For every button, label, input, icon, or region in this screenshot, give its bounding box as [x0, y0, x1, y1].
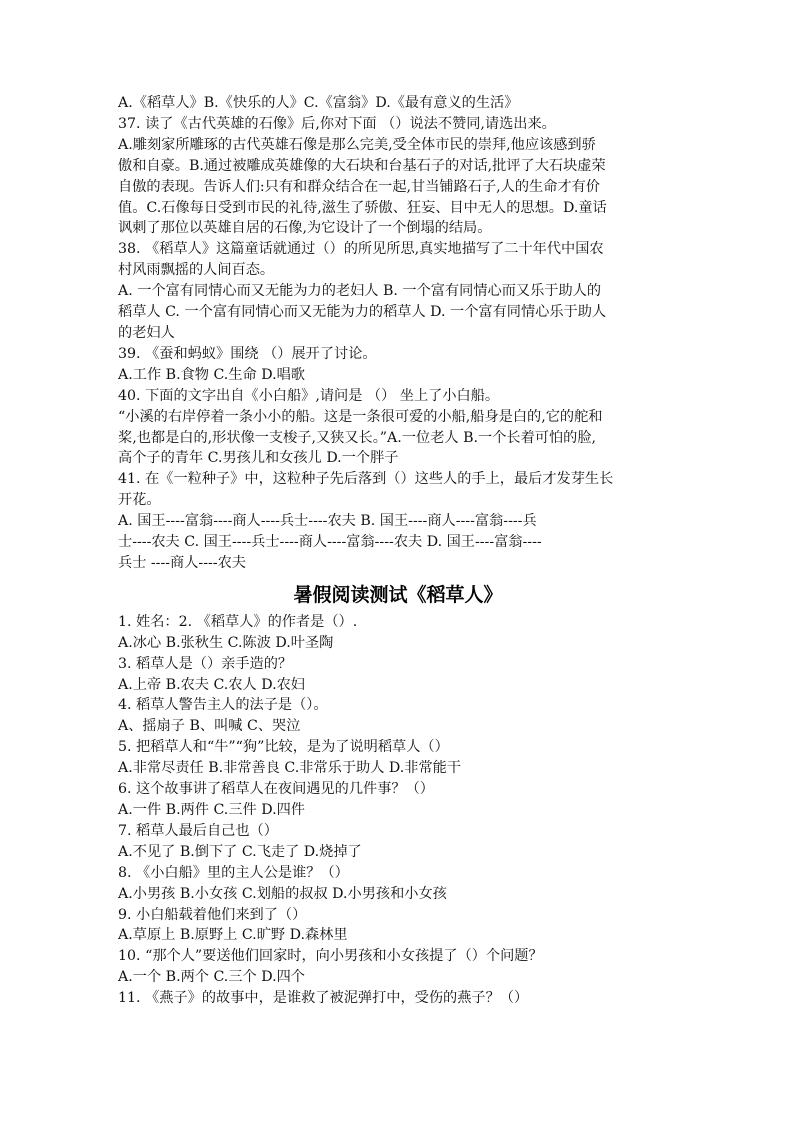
answer-options: A.非常尽责任 B.非常善良 C.非常乐于助人 D.非常能干: [118, 760, 462, 777]
question-8: 8. 《小白船》里的主人公是谁？（）: [118, 864, 349, 881]
question-40: 40. 下面的文字出自《小白船》,请问是 （） 坐上了小白船。: [118, 387, 500, 404]
question-3: 3. 稻草人是（）亲手造的？: [118, 655, 293, 672]
text-line: A. 一个富有同情心而又无能为力的老妇人 B. 一个富有同情心而又乐于助人的: [118, 283, 602, 300]
question-6: 6. 这个故事讲了稻草人在夜间遇见的几件事？（）: [118, 781, 434, 798]
answer-options: A.草原上 B.原野上 C.旷野 D.森林里: [118, 927, 348, 944]
answer-options: A.一件 B.两件 C.三件 D.四件: [118, 802, 305, 818]
question-5: 5. 把稻草人和“牛”“狗”比较，是为了说明稻草人（）: [118, 739, 449, 756]
text-line: A.雕刻家所雕琢的古代英雄石像是那么完美,受全体市民的崇拜,他应该感到骄: [118, 136, 596, 153]
text-line: 稻草人 C. 一个富有同情心而又无能为力的稻草人 D. 一个富有同情心乐于助人: [118, 304, 607, 321]
test-questions-section: [118, 612, 678, 1009]
question-37: 37. 读了《古代英雄的石像》后,你对下面 （）说法不赞同,请选出来。: [118, 115, 556, 132]
question-9: 9. 小白船载着他们来到了（）: [118, 906, 307, 923]
answer-options: A.不见了 B.倒下了 C.飞走了 D.烧掉了: [118, 843, 362, 860]
answer-options: A、摇扇子 B、叫喊 C、哭泣: [118, 718, 301, 735]
question-41: 41. 在《一粒种子》中，这粒种子先后落到（）这些人的手上，最后才发芽生长: [118, 471, 614, 488]
text-line: 的老妇人: [118, 324, 175, 341]
text-line: 傲和自豪。B.通过被雕成英雄像的大石块和台基石子的对话,批评了大石块虚荣: [118, 157, 606, 174]
question-39: 39. 《蚕和蚂蚁》围绕 （）展开了讨论。: [118, 345, 377, 362]
text-line: 村风雨飘摇的人间百态。: [118, 262, 275, 279]
answer-options: A.上帝 B.农夫 C.农人 D.农妇: [118, 676, 305, 693]
previous-questions-section: [118, 93, 678, 574]
answer-options: A.一个 B.两个 C.三个 D.四个: [118, 969, 305, 986]
question-38: 38. 《稻草人》这篇童话就通过（）的所见所思,真实地描写了二十年代中国农: [118, 241, 604, 258]
text-line: 兵士 ----商人----农夫: [118, 554, 246, 571]
document-page: [118, 93, 678, 1009]
test-title: 暑假阅读测试《稻草人》: [293, 583, 503, 606]
question-7: 7. 稻草人最后自己也（）: [118, 822, 278, 839]
text-line: “小溪的右岸停着一条小小的船。这是一条很可爱的小船,船身是白的,它的舵和: [118, 408, 603, 425]
question-11: 11. 《燕子》的故事中，是谁救了被泥弹打中，受伤的燕子？（）: [118, 990, 529, 1007]
question-4: 4. 稻草人警告主人的法子是（）。: [118, 697, 328, 714]
text-line: 高个子的青年 C.男孩儿和女孩儿 D.一个胖子: [118, 450, 399, 467]
text-line: 讽刺了那位以英雄自居的石像,为它设计了一个倒塌的结局。: [118, 220, 492, 237]
text-line: A.《稻草人》B.《快乐的人》C.《富翁》D.《最有意义的生活》: [118, 95, 519, 111]
question-1-2: 1. 姓名：2. 《稻草人》的作者是（）.: [118, 613, 358, 630]
text-line: 开花。: [118, 492, 161, 509]
text-line: 自傲的表现。告诉人们:只有和群众结合在一起,甘当铺路石子,人的生命才有价: [118, 178, 600, 195]
text-line: 士----农夫 C. 国王----兵士----商人----富翁----农夫 D. 国王----富翁----: [118, 534, 542, 551]
answer-options: A.小男孩 B.小女孩 C.划船的叔叔 D.小男孩和小女孩: [118, 885, 447, 902]
text-line: A. 国王----富翁----商人----兵士----农夫 B. 国王----商人----富翁----兵: [118, 513, 537, 530]
text-line: A.工作 B.食物 C.生命 D.唱歌: [118, 366, 305, 383]
text-line: 桨,也都是白的,形状像一支梭子,又狭又长。”A.一位老人 B.一个长着可怕的脸,: [118, 429, 597, 446]
answer-options: A.冰心 B.张秋生 C.陈波 D.叶圣陶: [118, 634, 334, 651]
question-10: 10. “那个人”要送他们回家时，向小男孩和小女孩提了（）个问题？: [118, 948, 543, 965]
text-line: 值。C.石像每日受到市民的礼待,滋生了骄傲、狂妄、目中无人的思想。D.童话: [118, 199, 607, 216]
